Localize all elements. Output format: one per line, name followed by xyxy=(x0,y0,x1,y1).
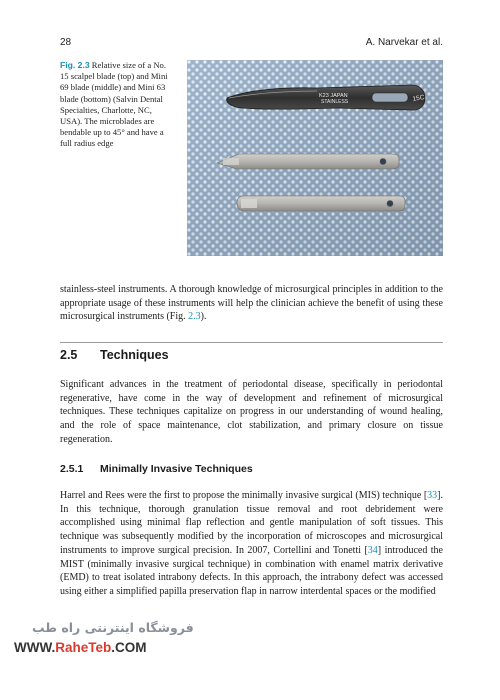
figure-ref-link[interactable]: 2.3 xyxy=(188,311,201,323)
figure-label: Fig. 2.3 xyxy=(60,60,90,70)
mis-text-2: ]. In this technique, thorough granulation tissue removal and root debridement were accomplished using minimal flap reflection and gentle manipulation of soft tissues. This technique was subsequently modified by the incorporation of microscopes and microsurgical instruments to improve surgical precision. In 2007, Cortellini and Tonetti [ xyxy=(60,490,443,556)
watermark xyxy=(0,612,232,672)
watermark-url[interactable] xyxy=(14,640,147,655)
section-number: 2.5 xyxy=(60,348,78,362)
ref-34-link[interactable]: 34 xyxy=(367,544,378,556)
intro-text: stainless-steel instruments. A thorough knowledge of microsurgical principles in addition to the appropriate usage of these instruments will help the clinician achieve the benefit of using these microsurgical instruments (Fig. xyxy=(60,284,443,323)
subsection-heading xyxy=(60,463,443,475)
watermark-url-suffix: .COM xyxy=(111,640,147,655)
figure-caption-text: Relative size of a No. 15 scalpel blade (top) and Mini 69 blade (middle) and Mini 63 blade (bottom) (Salvin Dental Specialties, Charlotte, NC, USA). The microblades are bendable up to 45° and have a full radius edge xyxy=(60,60,168,149)
mini-63-blade xyxy=(237,196,405,211)
section-rule xyxy=(60,342,443,343)
page-number: 28 xyxy=(60,37,72,48)
subsection-title: Minimally Invasive Techniques xyxy=(100,463,253,475)
blade-print-2: STAINLESS xyxy=(321,99,349,105)
watermark-persian: فروشگاه اینترنتی راه طب xyxy=(32,620,194,635)
mini-69-blade xyxy=(217,154,399,169)
figure-caption xyxy=(60,60,172,150)
section-heading xyxy=(60,348,443,362)
mis-text-3: ] introduced the MIST (minimally invasive surgical technique) in combination with enamel matrix derivative (EMD) to treat isolated intrabony defects. In this approach, the intrabony defect was accessed using either a simplified papilla preservation flap in narrow interdental spaces or the modified xyxy=(60,544,443,597)
running-header xyxy=(60,37,443,53)
watermark-url-brand: RaheTeb xyxy=(55,640,112,655)
mis-paragraph xyxy=(60,489,443,599)
blades-photo xyxy=(187,60,443,256)
blade-print-1: K23 JAPAN xyxy=(319,93,348,99)
subsection-number: 2.5.1 xyxy=(60,463,84,475)
section-title: Techniques xyxy=(100,348,169,362)
mis-text-1: Harrel and Rees were the first to propose the minimally invasive surgical (MIS) technique [ xyxy=(60,490,428,501)
watermark-url-prefix: WWW. xyxy=(14,640,56,655)
intro-text-end: ). xyxy=(200,311,207,323)
blade-print-3: 15C xyxy=(412,94,426,103)
ref-33-link[interactable]: 33 xyxy=(427,490,438,501)
figure-photo xyxy=(187,60,443,256)
intro-paragraph xyxy=(60,283,443,324)
running-author: A. Narvekar et al. xyxy=(365,37,443,48)
techniques-paragraph: Significant advances in the treatment of periodontal disease, specifically in periodontal regenerative, have come in the way of development and refinement of microsurgical techniques. These techniques capitalize on progress in our understanding of wound healing, and the role of space maintenance, clot stabilization, and primary closure on tissue regeneration. xyxy=(60,379,443,445)
